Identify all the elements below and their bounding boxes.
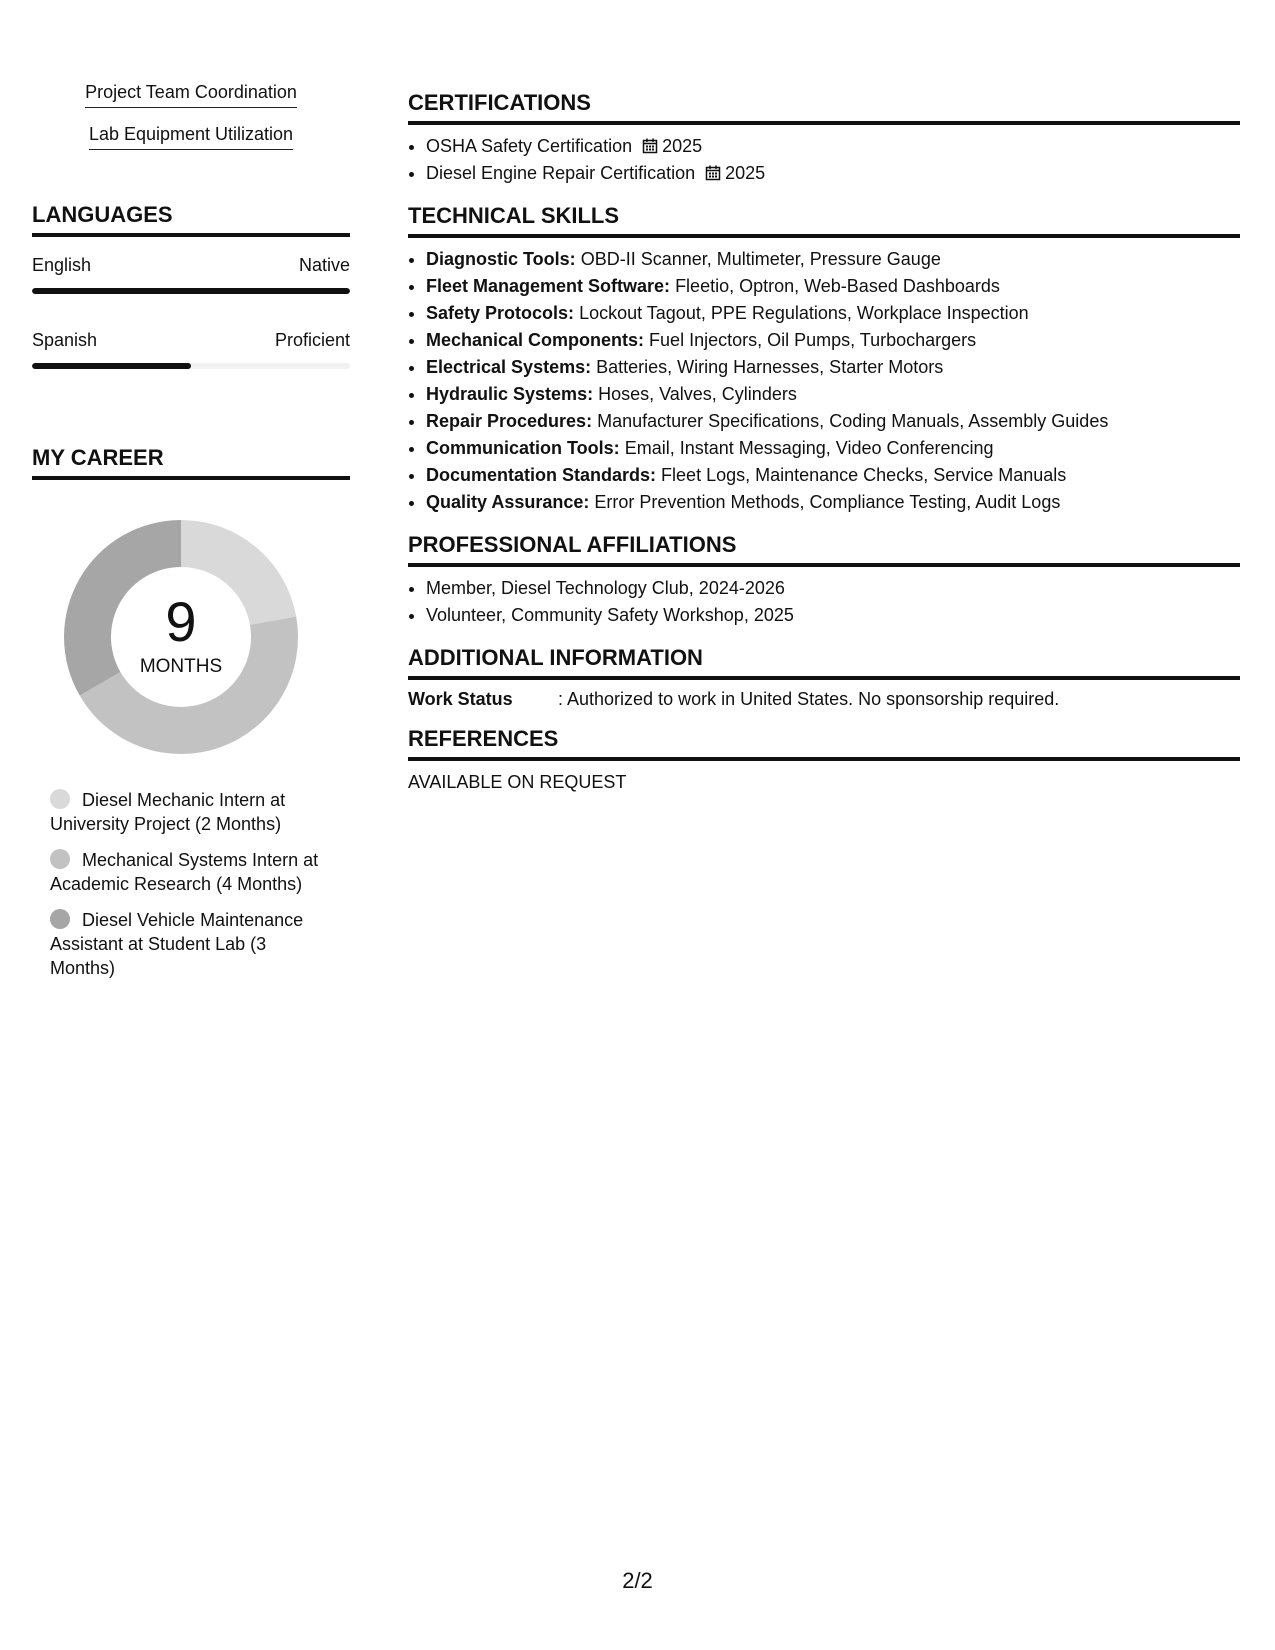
languages-list xyxy=(32,255,350,369)
skill-label: Quality Assurance: xyxy=(426,492,590,512)
language-level: Proficient xyxy=(274,330,350,350)
language-name: Spanish xyxy=(32,330,98,350)
skill-item xyxy=(426,246,1240,273)
certification-name: OSHA Safety Certification xyxy=(426,136,633,156)
work-status-label: Work Status xyxy=(408,689,513,709)
legend-label: Diesel Vehicle Maintenance Assistant at Student Lab (3 Months) xyxy=(50,910,304,978)
language-proficiency-fill xyxy=(32,363,191,369)
skill-label: Repair Procedures: xyxy=(426,411,593,431)
language-item xyxy=(32,330,350,369)
skill-value: Error Prevention Methods, Compliance Testing, Audit Logs xyxy=(594,492,1061,512)
skill-item xyxy=(426,327,1240,354)
affiliations-list xyxy=(408,575,1240,629)
certification-item xyxy=(426,133,1240,160)
language-name: English xyxy=(32,255,92,275)
skill-label: Communication Tools: xyxy=(426,438,620,458)
skill-label: Diagnostic Tools: xyxy=(426,249,576,269)
certification-item xyxy=(426,160,1240,187)
legend-dot xyxy=(50,849,70,869)
skill-value: Hoses, Valves, Cylinders xyxy=(598,384,797,404)
skill-label: Hydraulic Systems: xyxy=(426,384,594,404)
certifications-list xyxy=(408,133,1240,187)
affiliation-item: • Volunteer, Community Safety Workshop, 2025 xyxy=(426,602,1240,629)
certifications-title: CERTIFICATIONS xyxy=(408,90,1240,125)
skill-item xyxy=(426,300,1240,327)
references-text: AVAILABLE ON REQUEST xyxy=(408,772,627,792)
additional-info-section xyxy=(408,645,1240,710)
skill-tag: Project Team Coordination xyxy=(85,82,297,108)
legend-dot xyxy=(50,789,70,809)
skill-item xyxy=(426,354,1240,381)
affiliations-section xyxy=(408,532,1240,629)
main-content xyxy=(408,90,1240,809)
skill-item xyxy=(426,435,1240,462)
certification-year: 2025 xyxy=(725,163,766,183)
legend-item xyxy=(50,908,320,980)
page-number: 2/2 xyxy=(622,1568,653,1593)
skill-tag: Lab Equipment Utilization xyxy=(89,124,293,150)
certifications-section xyxy=(408,90,1240,187)
skill-value: Fleet Logs, Maintenance Checks, Service Manuals xyxy=(661,465,1067,485)
career-title: MY CAREER xyxy=(32,445,350,480)
career-total: 9 xyxy=(165,590,197,653)
skill-value: Batteries, Wiring Harnesses, Starter Motors xyxy=(596,357,944,377)
career-legend xyxy=(50,788,320,980)
skill-label: Fleet Management Software: xyxy=(426,276,671,296)
language-proficiency-bar xyxy=(32,363,350,369)
legend-dot xyxy=(50,909,70,929)
technical-skills-section xyxy=(408,203,1240,516)
calendar-icon xyxy=(705,165,721,181)
affiliations-title: PROFESSIONAL AFFILIATIONS xyxy=(408,532,1240,567)
additional-info-title: ADDITIONAL INFORMATION xyxy=(408,645,1240,680)
language-proficiency-fill xyxy=(32,288,350,294)
skill-value: Lockout Tagout, PPE Regulations, Workplace Inspection xyxy=(579,303,1029,323)
skill-item xyxy=(426,273,1240,300)
legend-label: Diesel Mechanic Intern at University Project (2 Months) xyxy=(50,790,286,834)
affiliation-item: • Member, Diesel Technology Club, 2024-2026 xyxy=(426,575,1240,602)
skill-value: OBD-II Scanner, Multimeter, Pressure Gauge xyxy=(580,249,941,269)
work-status-value: : Authorized to work in United States. No sponsorship required. xyxy=(558,689,1060,709)
certification-name: Diesel Engine Repair Certification xyxy=(426,163,696,183)
skill-item xyxy=(426,381,1240,408)
legend-label: Mechanical Systems Intern at Academic Research (4 Months) xyxy=(50,850,319,894)
languages-title: LANGUAGES xyxy=(32,202,350,237)
work-status-row xyxy=(408,689,1240,710)
skill-value: Fleetio, Optron, Web-Based Dashboards xyxy=(675,276,1000,296)
technical-skills-title: TECHNICAL SKILLS xyxy=(408,203,1240,238)
legend-item xyxy=(50,848,320,896)
skill-item xyxy=(426,462,1240,489)
skill-label: Safety Protocols: xyxy=(426,303,575,323)
language-level: Native xyxy=(298,255,350,275)
skill-label: Electrical Systems: xyxy=(426,357,592,377)
skill-value: Manufacturer Specifications, Coding Manuals, Assembly Guides xyxy=(597,411,1109,431)
legend-item xyxy=(50,788,320,836)
skill-value: Fuel Injectors, Oil Pumps, Turbochargers xyxy=(649,330,977,350)
skill-item xyxy=(426,489,1240,516)
technical-skills-list xyxy=(408,246,1240,516)
skill-item xyxy=(426,408,1240,435)
language-proficiency-bar xyxy=(32,288,350,294)
skill-label: Documentation Standards: xyxy=(426,465,657,485)
sidebar xyxy=(32,82,350,992)
calendar-icon xyxy=(642,138,658,154)
career-donut-chart xyxy=(56,512,306,762)
references-title: REFERENCES xyxy=(408,726,1240,761)
skill-value: Email, Instant Messaging, Video Conferencing xyxy=(624,438,994,458)
language-item xyxy=(32,255,350,294)
career-unit: MONTHS xyxy=(139,656,223,677)
skill-label: Mechanical Components: xyxy=(426,330,645,350)
certification-year: 2025 xyxy=(662,136,703,156)
references-section xyxy=(408,726,1240,793)
